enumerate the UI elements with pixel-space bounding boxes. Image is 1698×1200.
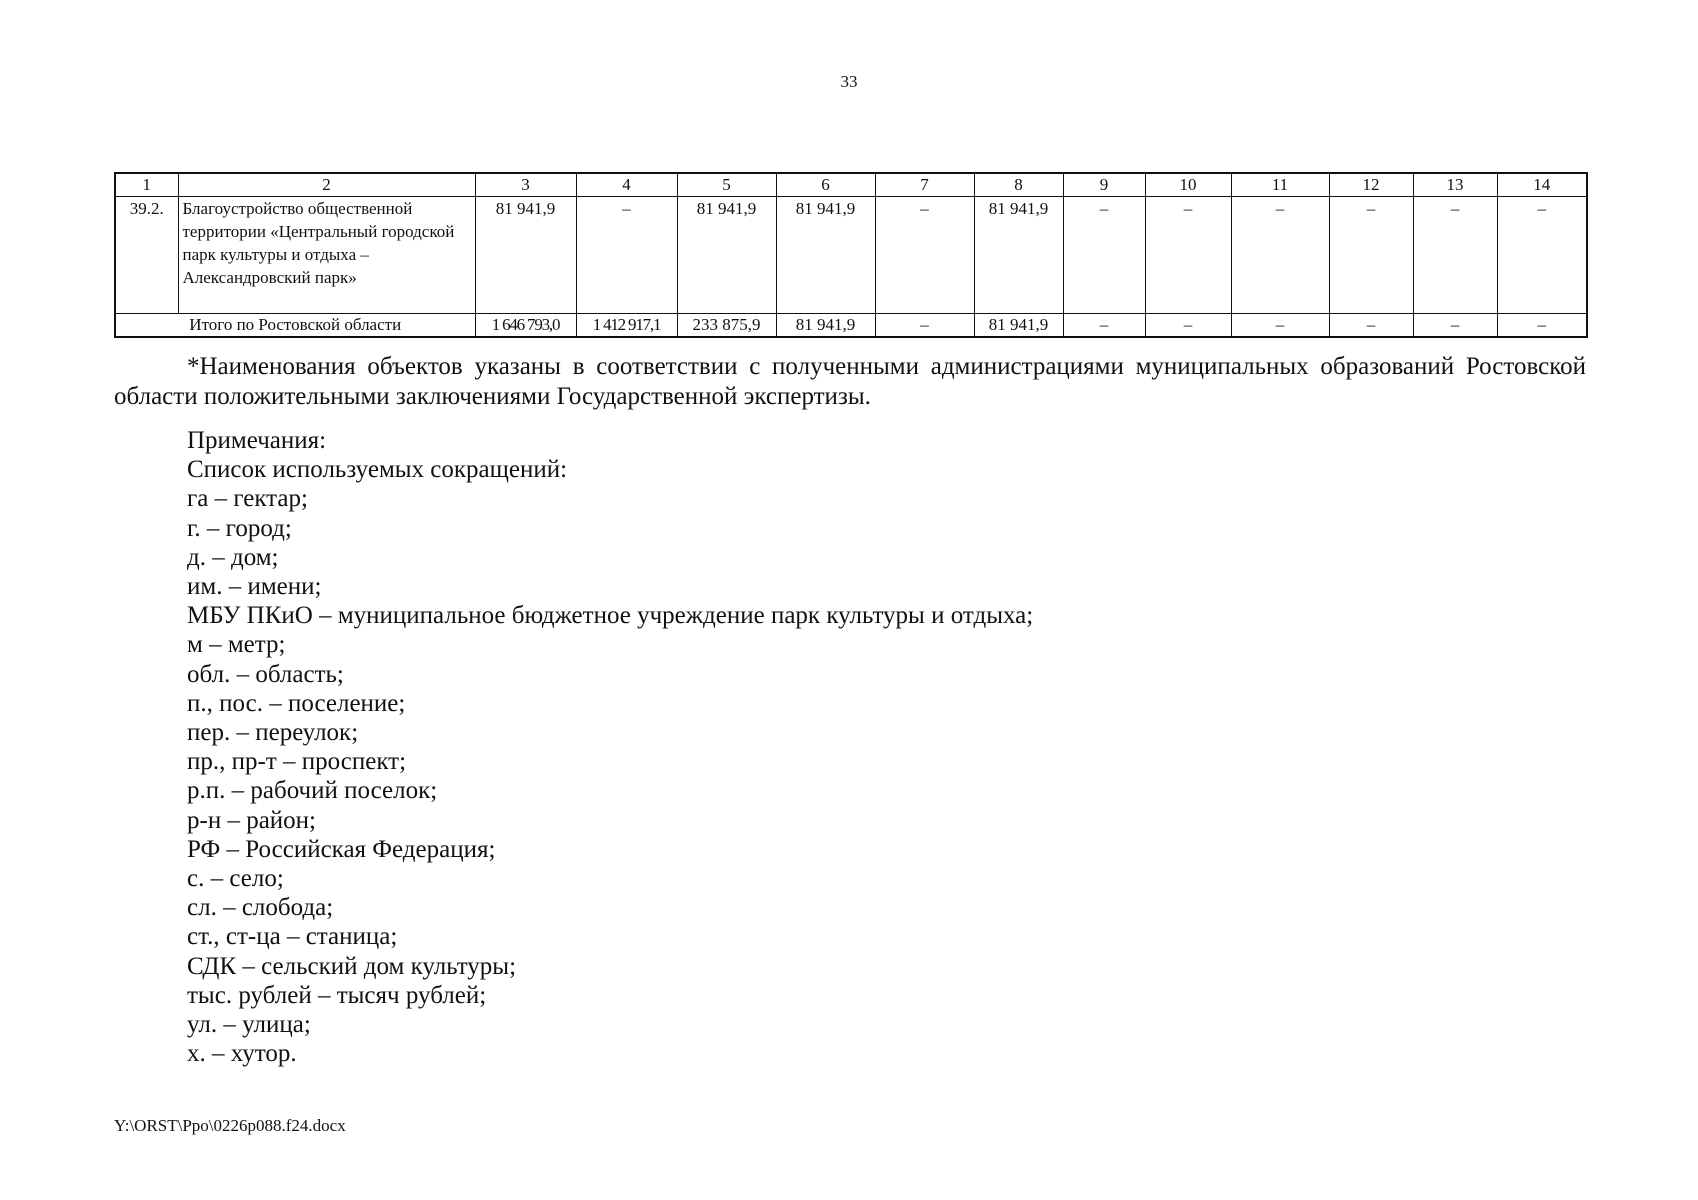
object-name: Благоустройство общественной территории «Центральный городской парк культуры и отдыха – Александровский парк» [178, 197, 475, 314]
column-number: 5 [677, 173, 776, 197]
abbreviation-item: га – гектар; [187, 485, 308, 513]
table-cell: – [875, 197, 974, 314]
total-cell: – [1145, 314, 1231, 338]
total-cell: – [1413, 314, 1497, 338]
abbreviation-item: пр., пр-т – проспект; [187, 748, 407, 776]
total-cell: 81 941,9 [776, 314, 875, 338]
table-cell: – [576, 197, 677, 314]
column-number: 8 [974, 173, 1063, 197]
table-cell: – [1329, 197, 1413, 314]
table-cell: 81 941,9 [776, 197, 875, 314]
total-cell: 233 875,9 [677, 314, 776, 338]
total-cell: – [1497, 314, 1587, 338]
total-cell: 81 941,9 [974, 314, 1063, 338]
total-cell: – [875, 314, 974, 338]
total-cell: 1 646 793,0 [475, 314, 576, 338]
abbreviation-item: обл. – область; [187, 660, 344, 688]
data-table [114, 172, 1588, 338]
abbreviation-item: МБУ ПКиО – муниципальное бюджетное учреждение парк культуры и отдыха; [187, 602, 1034, 630]
table-cell: – [1063, 197, 1145, 314]
column-number: 4 [576, 173, 677, 197]
table-row [115, 197, 1587, 314]
column-number: 3 [475, 173, 576, 197]
abbreviation-item: ст., ст-ца – станица; [187, 923, 398, 951]
column-number: 1 [115, 173, 178, 197]
column-number: 10 [1145, 173, 1231, 197]
abbreviation-item: им. – имени; [187, 573, 322, 601]
column-number: 2 [178, 173, 475, 197]
row-number: 39.2. [115, 197, 178, 314]
column-number: 14 [1497, 173, 1587, 197]
table-cell: – [1497, 197, 1587, 314]
abbreviation-item: х. – хутор. [187, 1040, 297, 1068]
total-cell: – [1063, 314, 1145, 338]
total-cell: 1 412 917,1 [576, 314, 677, 338]
column-number: 12 [1329, 173, 1413, 197]
abbreviation-item: сл. – слобода; [187, 894, 334, 922]
column-number-row [115, 173, 1587, 197]
abbreviation-item: ул. – улица; [187, 1011, 311, 1039]
total-row [115, 314, 1587, 338]
abbreviation-item: р-н – район; [187, 806, 317, 834]
table-cell: – [1413, 197, 1497, 314]
total-label: Итого по Ростовской области [115, 314, 475, 338]
abbreviation-item: м – метр; [187, 631, 286, 659]
column-number: 9 [1063, 173, 1145, 197]
abbreviation-item: тыс. рублей – тысяч рублей; [187, 981, 487, 1009]
abbreviation-item: п., пос. – поселение; [187, 689, 406, 717]
column-number: 7 [875, 173, 974, 197]
abbreviation-item: с. – село; [187, 865, 284, 893]
column-number: 13 [1413, 173, 1497, 197]
notes [187, 426, 1033, 1068]
table-cell: 81 941,9 [974, 197, 1063, 314]
page-number: 33 [840, 72, 858, 91]
table-cell: – [1231, 197, 1329, 314]
file-path: Y:\ORST\Ppo\0226p088.f24.docx [114, 1116, 346, 1135]
footnote: *Наименования объектов указаны в соответствии с полученными администрациями муниципальных образований Ростовской области положительными заключениями Государственной экспертизы. [114, 353, 1586, 410]
total-cell: – [1329, 314, 1413, 338]
column-number: 11 [1231, 173, 1329, 197]
abbreviation-item: г. – город; [187, 514, 292, 542]
total-cell: – [1231, 314, 1329, 338]
abbreviation-item: СДК – сельский дом культуры; [187, 952, 517, 980]
abbreviation-item: д. – дом; [187, 543, 279, 571]
table-cell: – [1145, 197, 1231, 314]
abbreviation-item: пер. – переулок; [187, 719, 359, 747]
notes-heading: Примечания: [187, 427, 327, 454]
table-cell: 81 941,9 [677, 197, 776, 314]
abbreviation-item: р.п. – рабочий поселок; [187, 777, 438, 805]
column-number: 6 [776, 173, 875, 197]
table-cell: 81 941,9 [475, 197, 576, 314]
abbreviation-item: РФ – Российская Федерация; [187, 835, 496, 863]
notes-subheading: Список используемых сокращений: [187, 456, 568, 484]
